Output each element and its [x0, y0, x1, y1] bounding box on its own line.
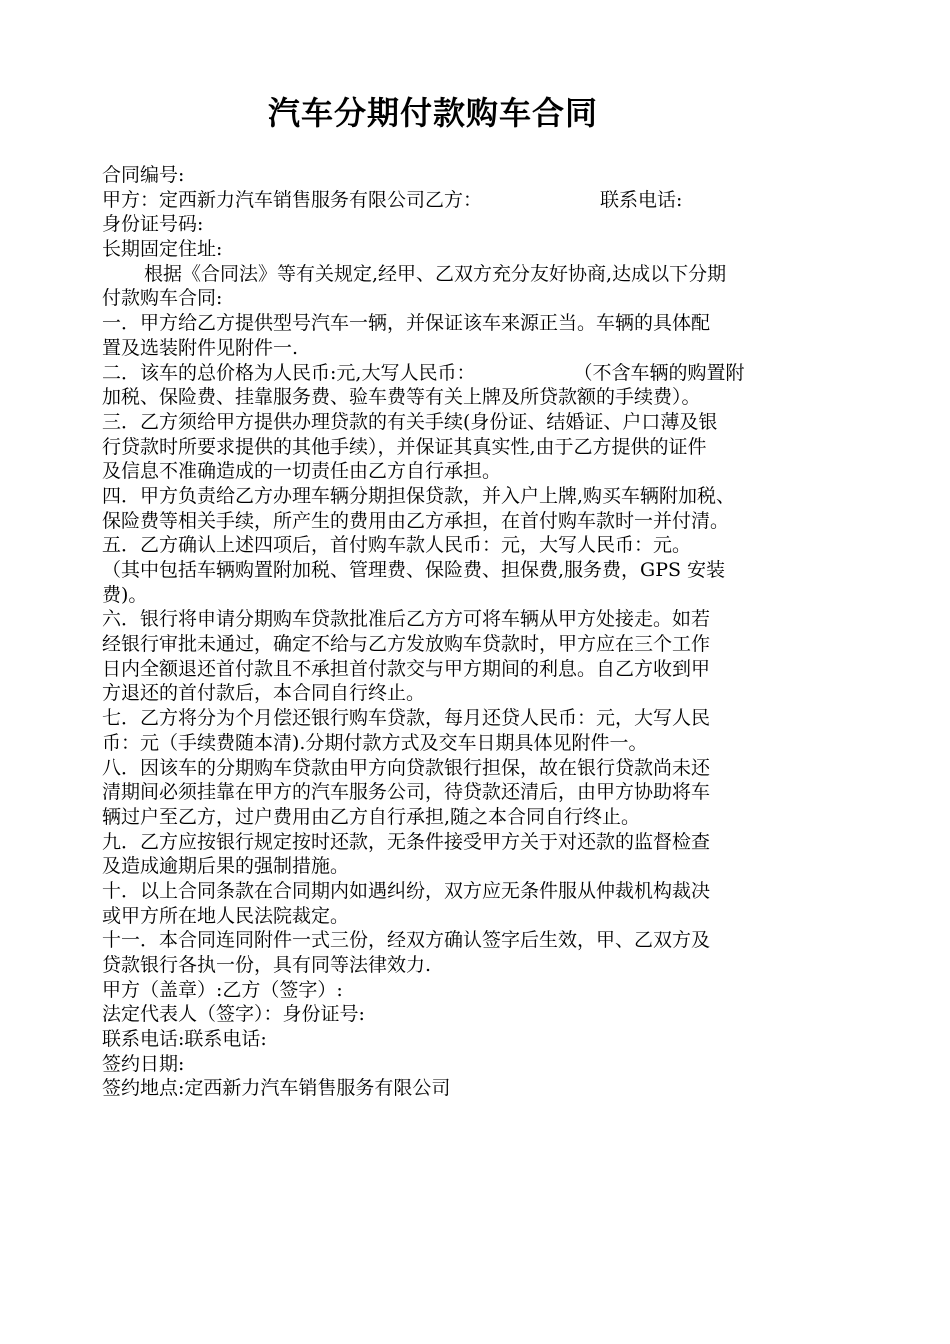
preamble-line-1: 根据《合同法》等有关规定,经甲、乙双方充分友好协商,达成以下分期: [144, 262, 727, 285]
clause-6-line-4: 方退还的首付款后，本合同自行终止。: [102, 682, 426, 705]
document-title: 汽车分期付款购车合同: [267, 94, 598, 132]
clause-2-line-2: 加税、保险费、挂靠服务费、验车费等有关上牌及所贷款额的手续费）。: [102, 386, 701, 409]
clause-1-line-2: 置及选装附件见附件一.: [102, 336, 299, 359]
preamble-line-2: 付款购车合同:: [102, 287, 223, 310]
contract-number-line: 合同编号:: [102, 164, 185, 186]
clause-6-line-2: 经银行审批未通过，确定不给与乙方发放购车贷款时，甲方应在三个工作: [102, 633, 711, 656]
signature-seal-line: 甲方（盖章）:乙方（签字）:: [102, 978, 343, 1001]
clause-2-note: （不含车辆的购置附: [573, 361, 745, 384]
party-line: [102, 188, 842, 213]
contact-phone-line: 联系电话:联系电话:: [102, 1028, 267, 1051]
clause-2-line-1: [102, 361, 842, 386]
clause-8-line-3: 辆过户至乙方，过户费用由乙方自行承担,随之本合同自行终止。: [102, 805, 641, 828]
clause-8-line-2: 清期间必须挂靠在甲方的汽车服务公司，待贷款还清后，由甲方协助将车: [102, 781, 711, 804]
clause-3-line-2: 行贷款时所要求提供的其他手续），并保证其真实性,由于乙方提供的证件: [102, 435, 707, 458]
clause-11-line-2: 贷款银行各执一份，具有同等法律效力.: [102, 954, 432, 976]
clause-4-line-1: 四．甲方负责给乙方办理车辆分期担保贷款，并入户上牌,购买车辆附加税、: [102, 484, 736, 507]
clause-2-price: 二．该车的总价格为人民币:元,大写人民币：: [102, 361, 476, 384]
clause-5-line-3: 费)。: [102, 583, 148, 606]
clause-7-line-1: 七．乙方将分为个月偿还银行购车贷款，每月还贷人民币：元，大写人民: [102, 707, 711, 730]
legal-rep-line: 法定代表人（签字）：身份证号:: [102, 1003, 365, 1026]
party-b-phone: 联系电话:: [600, 188, 683, 211]
clause-5-line-1: 五．乙方确认上述四项后，首付购车款人民币：元，大写人民币：元。: [102, 534, 692, 557]
clause-3-line-3: 及信息不准确造成的一切责任由乙方自行承担。: [102, 460, 502, 483]
party-a-name: 甲方：定西新力汽车销售服务有限公司乙方：: [102, 188, 483, 211]
clause-6-line-3: 日内全额退还首付款且不承担首付款交与甲方期间的利息。自乙方收到甲: [102, 657, 711, 680]
clause-9-line-2: 及造成逾期后果的强制措施。: [102, 855, 350, 878]
signing-place-line: 签约地点:定西新力汽车销售服务有限公司: [102, 1077, 451, 1100]
id-number-line: 身份证号码:: [102, 213, 204, 236]
clause-9-line-1: 九．乙方应按银行规定按时还款，无条件接受甲方关于对还款的监督检查: [102, 830, 711, 853]
clause-1-line-1: 一．甲方给乙方提供型号汽车一辆，并保证该车来源正当。车辆的具体配: [102, 312, 711, 335]
clause-11-line-1: 十一．本合同连同附件一式三份，经双方确认签字后生效，甲、乙双方及: [102, 929, 711, 952]
clause-6-line-1: 六．银行将申请分期购车贷款批准后乙方方可将车辆从甲方处接走。如若: [102, 608, 711, 631]
clause-8-line-1: 八．因该车的分期购车贷款由甲方向贷款银行担保，故在银行贷款尚未还: [102, 756, 711, 779]
clause-7-line-2: 币：元（手续费随本清).分期付款方式及交车日期具体见附件一。: [102, 731, 648, 754]
contract-body: [102, 163, 842, 1101]
clause-10-line-1: 十．以上合同条款在合同期内如遇纠纷，双方应无条件服从仲裁机构裁决: [102, 879, 711, 902]
address-line: 长期固定住址:: [102, 238, 223, 261]
clause-5-line-2: （其中包括车辆购置附加税、管理费、保险费、担保费,服务费，GPS 安装: [102, 559, 726, 581]
clause-10-line-2: 或甲方所在地人民法院裁定。: [102, 904, 350, 927]
clause-4-line-2: 保险费等相关手续，所产生的费用由乙方承担，在首付购车款时一并付清。: [102, 509, 730, 532]
clause-3-line-1: 三．乙方须给甲方提供办理贷款的有关手续(身份证、结婚证、户口薄及银: [102, 410, 718, 433]
signing-date-line: 签约日期:: [102, 1052, 185, 1075]
